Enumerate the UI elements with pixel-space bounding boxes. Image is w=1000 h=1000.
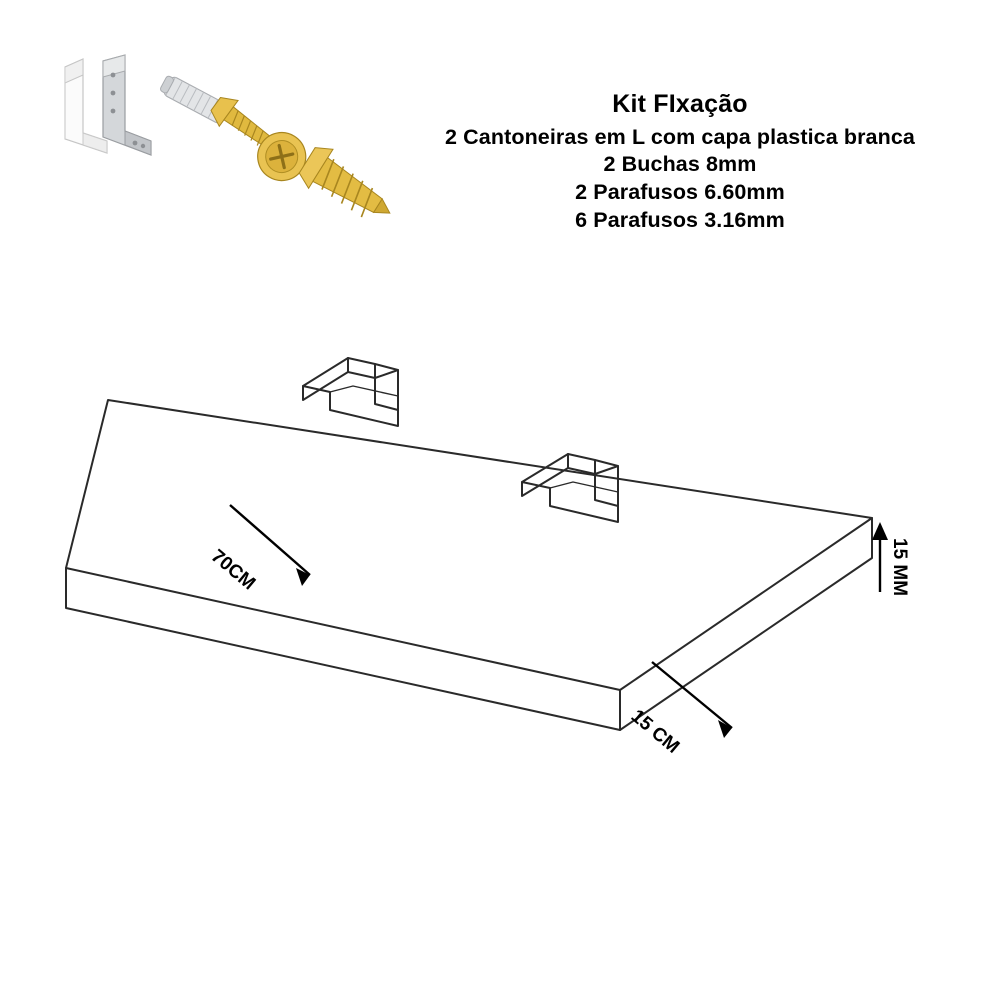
shelf-right-thickness [620, 518, 872, 730]
bracket-front [522, 454, 618, 522]
shelf-technical-drawing [60, 300, 990, 780]
shelf-front-thickness [66, 568, 620, 730]
kit-title: Kit FIxação [612, 90, 748, 118]
dimension-thickness-label: 15 MM [889, 538, 910, 597]
dimension-depth [627, 662, 732, 758]
dimension-length [207, 505, 310, 594]
kit-line-anchors: 2 Buchas 8mm [603, 152, 757, 177]
bracket-rear [303, 358, 398, 426]
white-l-bracket-icon [65, 59, 107, 153]
kit-line-brackets: 2 Cantoneiras em L com capa plastica branca [445, 124, 915, 149]
dimension-depth-label: 15 CM [626, 705, 684, 758]
kit-description [400, 88, 960, 235]
hardware-parts-illustration [55, 45, 395, 225]
shelf-top-face [66, 400, 872, 690]
metal-l-bracket-icon [103, 55, 151, 155]
kit-line-screws-large: 2 Parafusos 6.60mm [575, 180, 785, 205]
kit-line-screws-small: 6 Parafusos 3.16mm [575, 208, 785, 233]
gold-screw-icon [295, 141, 395, 225]
shelf-svg [60, 300, 990, 780]
dimension-length-label: 70CM [206, 545, 260, 595]
hardware-svg [55, 45, 395, 225]
dimension-thickness [872, 522, 910, 596]
